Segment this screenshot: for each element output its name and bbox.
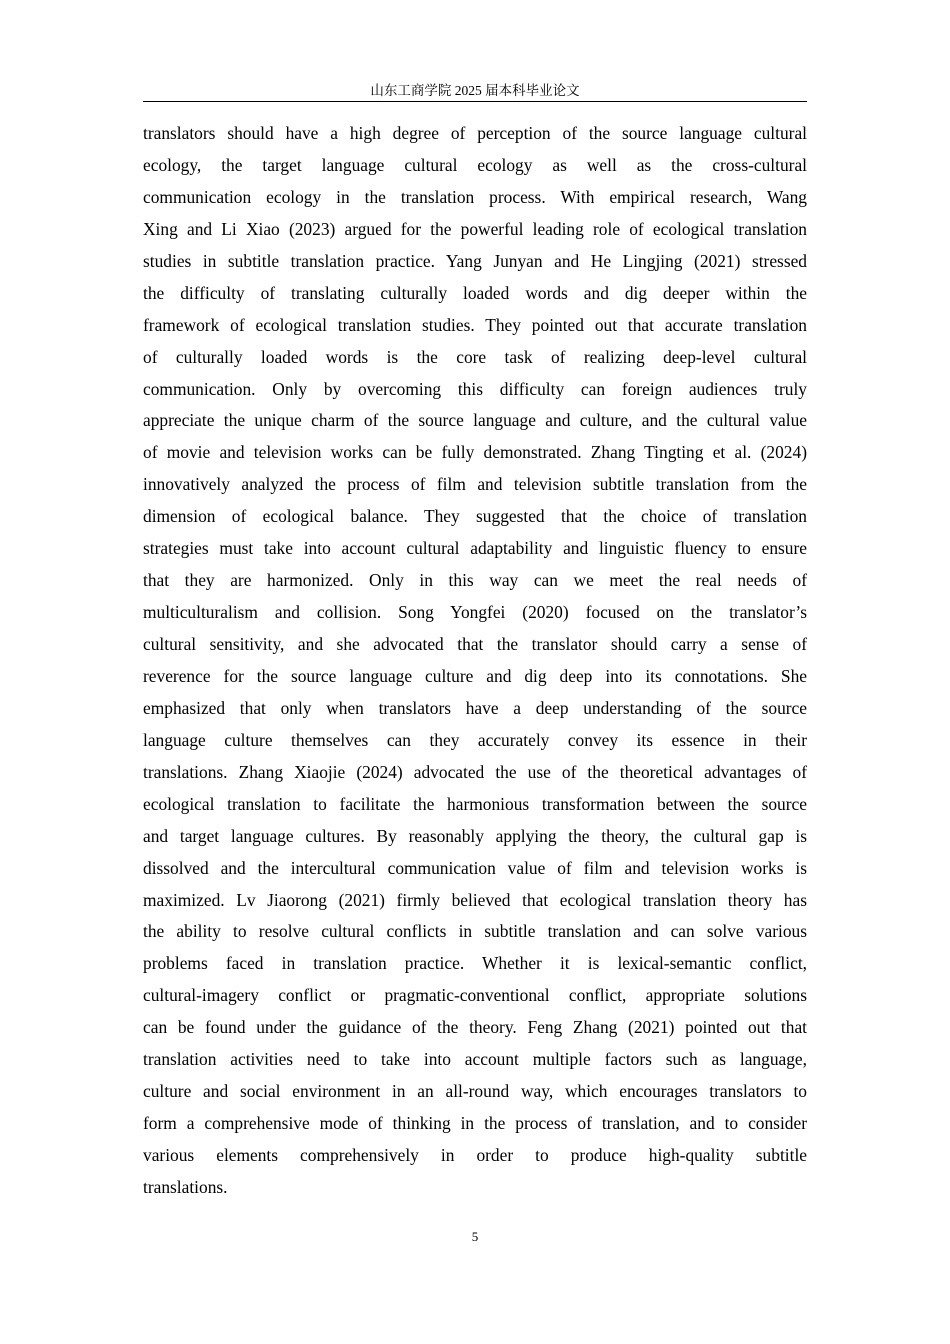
text-line: maximized. Lv Jiaorong (2021) firmly believed that ecological translation theory has (143, 889, 807, 910)
text-line: translators should have a high degree of perception of the source language cultural (143, 123, 807, 143)
text-line: translations. Zhang Xiaojie (2024) advocated the use of the theoretical advantages of (143, 761, 807, 782)
text-line: of culturally loaded words is the core task of realizing deep-level cultural (143, 346, 807, 367)
text-line: cultural-imagery conflict or pragmatic-conventional conflict, appropriate solutions (143, 985, 807, 1006)
text-line: the ability to resolve cultural conflicts in subtitle translation and can solve various (143, 921, 807, 942)
text-line: emphasized that only when translators have a deep understanding of the source (143, 697, 807, 718)
text-line: language culture themselves can they accurately convey its essence in their (143, 729, 807, 750)
text-line: various elements comprehensively in order to produce high-quality subtitle (143, 1145, 807, 1165)
text-line: dissolved and the intercultural communication value of film and television works is (143, 857, 807, 878)
text-line: problems faced in translation practice. Whether it is lexical-semantic conflict, (143, 953, 807, 974)
text-line: innovatively analyzed the process of film and television subtitle translation from the (143, 474, 807, 495)
page-number: 5 (471, 1229, 479, 1244)
text-line: studies in subtitle translation practice. Yang Junyan and He Lingjing (2021) stressed (143, 250, 807, 271)
text-line: can be found under the guidance of the theory. Feng Zhang (2021) pointed out that (143, 1017, 807, 1038)
header-rule (143, 101, 807, 102)
text-line: ecological translation to facilitate the harmonious transformation between the source (143, 793, 807, 814)
text-line: multiculturalism and collision. Song Yongfei (2020) focused on the translator’s (143, 602, 807, 623)
running-header: 山东工商学院 2025 届本科毕业论文 (370, 83, 580, 98)
text-line: the difficulty of translating culturally loaded words and dig deeper within the (143, 282, 807, 303)
text-line: form a comprehensive mode of thinking in the process of translation, and to consider (143, 1113, 807, 1134)
text-line: translation activities need to take into account multiple factors such as language, (143, 1049, 807, 1070)
text-line: framework of ecological translation studies. They pointed out that accurate translation (143, 314, 807, 335)
text-line: that they are harmonized. Only in this way can we meet the real needs of (143, 570, 807, 591)
text-line: culture and social environment in an all-round way, which encourages translators to (143, 1081, 807, 1102)
text-line: appreciate the unique charm of the source language and culture, and the cultural value (143, 410, 807, 431)
text-line: Xing and Li Xiao (2023) argued for the powerful leading role of ecological translation (143, 218, 807, 239)
text-line: strategies must take into account cultural adaptability and linguistic fluency to ensure (143, 538, 807, 559)
text-line: reverence for the source language culture and dig deep into its connotations. She (143, 665, 807, 686)
text-line: of movie and television works can be fully demonstrated. Zhang Tingting et al. (2024) (143, 442, 807, 463)
body-paragraph (143, 118, 807, 1204)
text-line: cultural sensitivity, and she advocated that the translator should carry a sense of (143, 634, 807, 654)
text-line: and target language cultures. By reasonably applying the theory, the cultural gap is (143, 825, 807, 846)
text-line: communication. Only by overcoming this difficulty can foreign audiences truly (143, 378, 807, 399)
text-line: dimension of ecological balance. They suggested that the choice of translation (143, 506, 807, 527)
text-line: communication ecology in the translation process. With empirical research, Wang (143, 186, 807, 207)
text-line: translations. (143, 1176, 228, 1197)
text-line: ecology, the target language cultural ecology as well as the cross-cultural (143, 154, 807, 175)
